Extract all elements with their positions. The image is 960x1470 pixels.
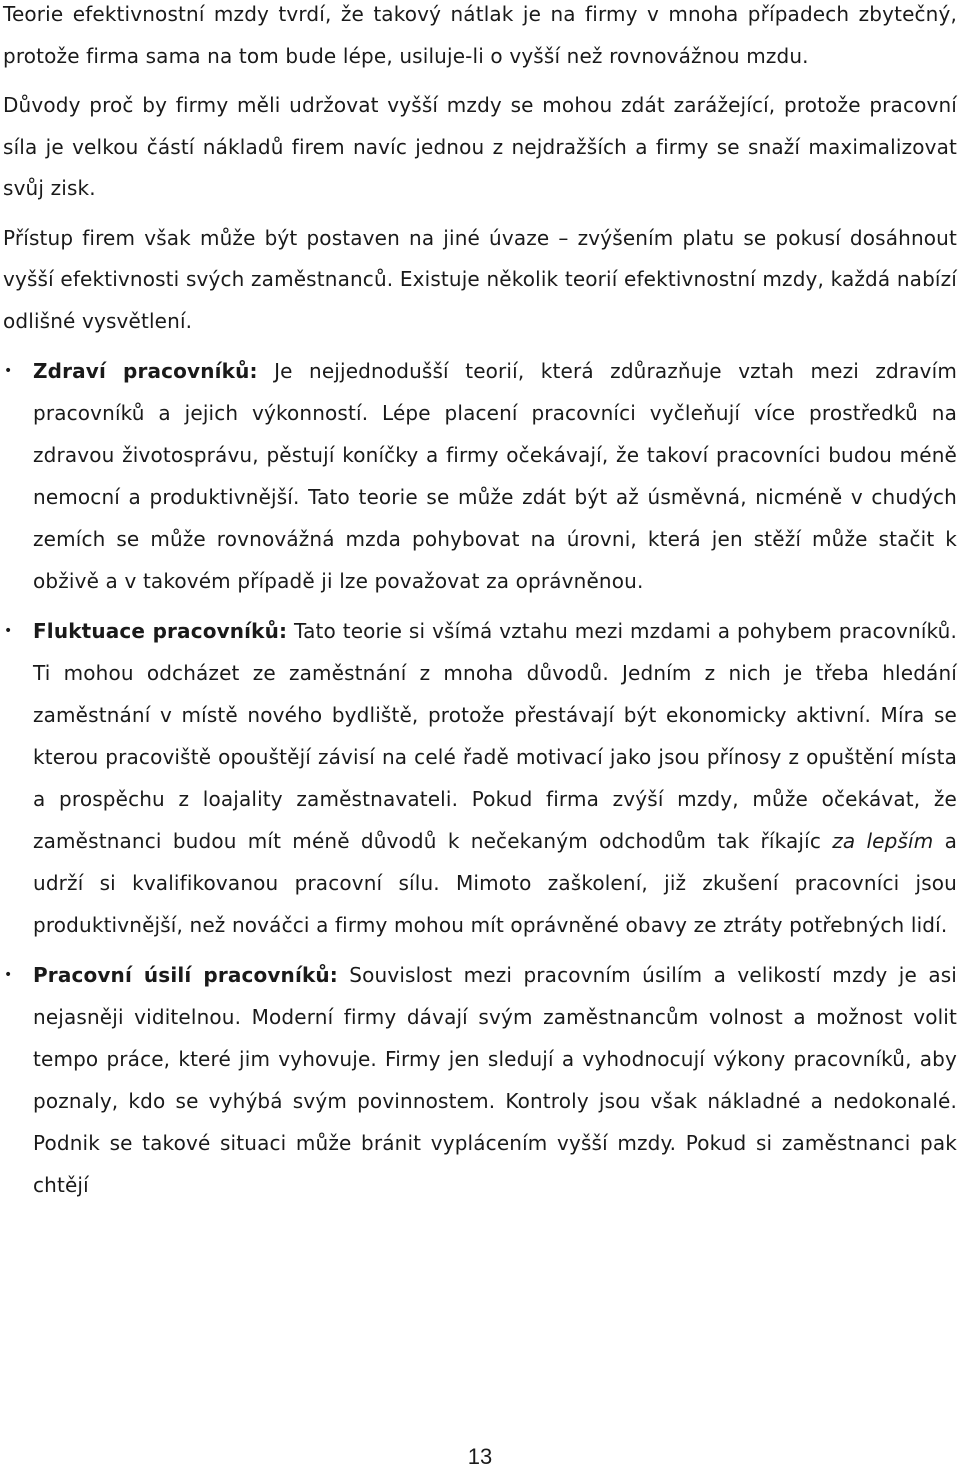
paragraph-efficiency-wage-theory: Teorie efektivnostní mzdy tvrdí, že takový nátlak je na firmy v mnoha případech zbytečný, protože firma sama na tom bude lépe, usiluje-li o vyšší než rovnovážnou mzdu. bbox=[3, 2, 957, 68]
bullet-icon: • bbox=[4, 623, 13, 639]
list-item-worker-health bbox=[3, 350, 957, 602]
list-item-worker-turnover bbox=[3, 610, 957, 946]
text-worker-turnover-part1: Tato teorie si všímá vztahu mezi mzdami a pohybem pracovníků. Ti mohou odcházet ze zaměstnání z mnoha důvodů. Jedním z nich je třeba hledání zaměstnání v místě nového bydliště, protože přestávají být ekonomicky aktivní. Míra se kterou pracoviště opouštějí závisí na celé řadě motivací jako jsou přínosy z opuštění místa a prospěchu z loajality zaměstnavateli. Pokud firma zvýší mzdy, může očekávat, že zaměstnanci budou mít méně důvodů k nečekaným odchodům tak říkajíc bbox=[33, 619, 957, 853]
page-number: 13 bbox=[467, 1444, 493, 1469]
term-worker-health: Zdraví pracovníků: bbox=[33, 359, 258, 383]
text-worker-health: Je nejjednodušší teorií, která zdůrazňuje vztah mezi zdravím pracovníků a jejich výkonností. Lépe placení pracovníci vyčleňují více prostředků na zdravou životosprávu, pěstují koníčky a firmy očekávají, že takoví pracovníci budou méně nemocní a produktivnější. Tato teorie se může zdát být až úsměvná, nicméně v chudých zemích se může rovnovážná mzda pohybovat na úrovni, která jen stěží může stačit k obživě a v takovém případě ji lze považovat za oprávněnou. bbox=[33, 359, 957, 593]
theory-list bbox=[3, 350, 957, 1206]
term-worker-turnover: Fluktuace pracovníků: bbox=[33, 619, 288, 643]
bullet-icon: • bbox=[4, 363, 13, 379]
emphasis-za-lepsim: za lepším bbox=[832, 829, 934, 853]
text-worker-effort: Souvislost mezi pracovním úsilím a velikostí mzdy je asi nejasněji viditelnou. Moderní firmy dávají svým zaměstnancům volnost a možnost volit tempo práce, které jim vyhovuje. Firmy jen sledují a vyhodnocují výkony pracovníků, aby poznaly, kdo se vyhýbá svým povinnostem. Kontroly jsou však nákladné a nedokonalé. Podnik se takové situaci může bránit vyplácením vyšší mzdy. Pokud si zaměstnanci pak chtějí bbox=[33, 963, 957, 1197]
paragraph-firm-approach: Přístup firem však může být postaven na jiné úvaze – zvýšením platu se pokusí dosáhnout vyšší efektivnosti svých zaměstnanců. Existuje několik teorií efektivnostní mzdy, každá nabízí odlišné vysvětlení. bbox=[3, 225, 957, 333]
bullet-icon: • bbox=[4, 967, 13, 983]
document-body bbox=[3, 0, 957, 1214]
text-worker-turnover-part2: a udrží si kvalifikovanou pracovní sílu. Mimoto zaškolení, již zkušení pracovníci jsou produktivnější, než nováčci a firmy mohou mít oprávněné obavy ze ztráty potřebných lidí. bbox=[33, 829, 957, 937]
term-worker-effort: Pracovní úsilí pracovníků: bbox=[33, 963, 338, 987]
paragraph-higher-wages-reasons: Důvody proč by firmy měli udržovat vyšší mzdy se mohou zdát zarážející, protože pracovní síla je velkou částí nákladů firem navíc jednou z nejdražších a firmy se snaží maximalizovat svůj zisk. bbox=[3, 93, 957, 200]
list-item-worker-effort bbox=[3, 954, 957, 1206]
